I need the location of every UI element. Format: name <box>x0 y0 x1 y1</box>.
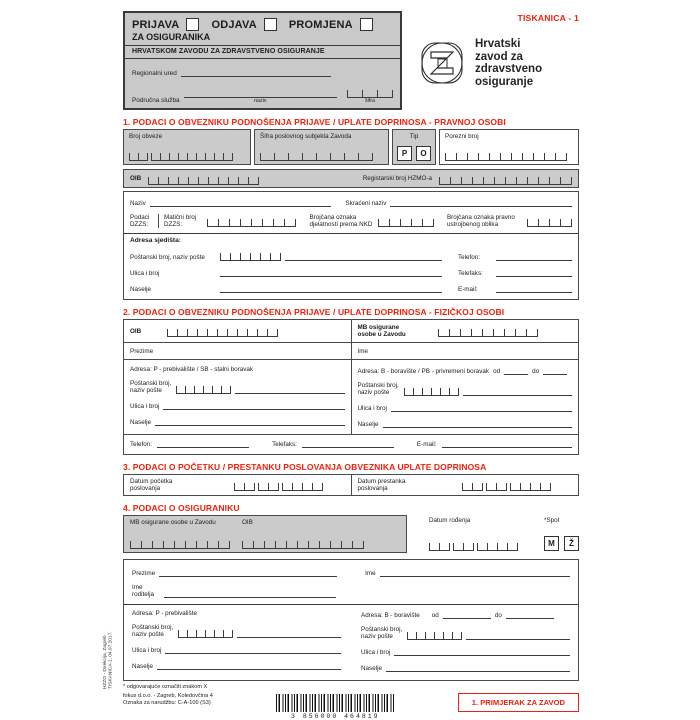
s4-oib-label: OIB <box>242 519 253 526</box>
s4-od-input[interactable] <box>443 610 491 619</box>
telefon-input[interactable] <box>496 252 572 261</box>
s4-ulica-label-p: Ulica i broj <box>132 647 162 654</box>
divider <box>124 233 578 234</box>
section2-contact-row <box>124 434 578 454</box>
spol-m-checkbox[interactable]: M <box>544 536 559 551</box>
telefon-label: Telefon: <box>458 254 481 261</box>
copy-label-badge: 1. PRIMJERAK ZA ZAVOD <box>458 693 579 712</box>
s2-email-label: E-mail: <box>416 441 437 448</box>
s4-postanski-comb-b[interactable] <box>407 628 462 640</box>
s2-oib-comb[interactable] <box>167 325 278 337</box>
s2-ulica-input-p[interactable] <box>163 401 344 410</box>
promjena-checkbox[interactable] <box>360 18 373 31</box>
regionalni-ured-input[interactable] <box>181 68 331 77</box>
s4-ulica-label-b: Ulica i broj <box>361 649 391 656</box>
s4-prezime-input[interactable] <box>159 568 337 577</box>
datum-pocetka-comb-gggg[interactable] <box>282 479 323 491</box>
section2-oib-row <box>124 320 578 343</box>
divider <box>125 45 400 46</box>
s2-adresa-b-label: Adresa: B - boravište / PB - privremeni boravak <box>357 368 490 375</box>
s2-postanski-label: Poštanski broj, naziv pošte <box>130 380 172 394</box>
s2-ulica-input-b[interactable] <box>391 403 572 412</box>
promjena-label: PROMJENA <box>288 18 353 31</box>
header-box <box>123 11 402 110</box>
sifra-subjekta-label: Šifra poslovnog subjekta Zavoda <box>260 133 352 140</box>
s2-naselje-input-b[interactable] <box>383 419 573 428</box>
naziv-hint: naziv <box>254 98 267 104</box>
s2-ulica-label-b: Ulica i broj <box>357 405 387 412</box>
tiskanica-label: TISKANICA - 1 <box>517 13 579 23</box>
tip-p-checkbox[interactable]: P <box>397 146 412 161</box>
datum-rodenja-comb-mm[interactable] <box>453 539 474 551</box>
s2-postanski-comb-b[interactable] <box>404 384 459 396</box>
broj-obveze-comb-2[interactable] <box>151 149 233 161</box>
s2-do-input[interactable] <box>543 366 567 375</box>
broj-obveze-box <box>123 129 251 165</box>
tip-o-checkbox[interactable]: O <box>416 146 431 161</box>
s4-prezime-label: Prezime <box>132 570 156 577</box>
pravno-oblik-comb[interactable] <box>527 215 572 227</box>
section2-box <box>123 319 579 455</box>
s2-ime-label: Ime <box>357 347 368 355</box>
naselje-label: Naselje <box>130 286 151 293</box>
datum-pocetka-comb-dd[interactable] <box>234 479 255 491</box>
adresa-sjedista-label: Adresa sjedišta: <box>130 237 181 244</box>
sifra-subjekta-comb[interactable] <box>260 149 373 161</box>
odjava-checkbox[interactable] <box>264 18 277 31</box>
maticni-broj-label: Matični broj DZZS: <box>164 214 197 228</box>
spol-z-checkbox[interactable]: Ž <box>564 536 579 551</box>
podrucna-sluzba-label: Područna služba <box>132 97 180 104</box>
s4-adresa-b-label: Adresa: B - boravište <box>361 612 420 619</box>
sifra-subjekta-box <box>254 129 389 165</box>
s4-mb-comb[interactable] <box>130 537 230 549</box>
s2-mb-label: MB osigurane osobe u Zavodu <box>357 324 406 338</box>
regionalni-ured-label: Regionalni ured <box>132 70 177 77</box>
s2-telefon-label: Telefon: <box>130 441 153 448</box>
logo-line-2: zavod za <box>475 50 523 63</box>
s2-telefaks-label: Telefaks: <box>272 441 297 448</box>
email-label: E-mail: <box>458 286 478 293</box>
section3-title: 3. PODACI O POČETKU / PRESTANKU POSLOVANJA OBVEZNIKA UPLATE DOPRINOSA <box>123 462 487 472</box>
s4-naselje-label-p: Naselje <box>132 663 153 670</box>
spol-label: *Spol <box>544 517 560 524</box>
s2-adresa-p-label: Adresa: P - prebivalište / SB - stalni boravak <box>130 366 254 373</box>
section1-title: 1. PODACI O OBVEZNIKU PODNOŠENJA PRIJAVE / UPLATE DOPRINOSA - PRAVNOJ OSOBI <box>123 117 506 127</box>
email-input[interactable] <box>496 284 572 293</box>
s2-naselje-label-b: Naselje <box>357 421 379 428</box>
s4-do-label: do <box>494 612 502 619</box>
datum-rodenja-comb-gggg[interactable] <box>477 539 518 551</box>
s4-postanski-label-p: Poštanski broj, naziv pošte <box>132 624 174 638</box>
s2-oib-label: OIB <box>130 327 142 335</box>
skraceni-naziv-input[interactable] <box>390 198 572 207</box>
sifra-hint: šifra <box>364 98 375 104</box>
s4-postanski-label-b: Poštanski broj, naziv pošte <box>361 626 403 640</box>
printer-line-2: Oznaka za narudžbu: C-A-100 (S3) <box>123 699 211 706</box>
postanski-broj-comb[interactable] <box>220 249 281 261</box>
s4-ulica-input-b[interactable] <box>394 647 570 656</box>
nkd-label: Brojčana oznaka djelatnosti prema NKD <box>309 214 373 228</box>
logo-line-1: Hrvatski <box>475 38 521 50</box>
maticni-broj-comb[interactable] <box>207 215 296 227</box>
datum-rodenja-label: Datum rođenja <box>429 517 471 524</box>
nkd-comb[interactable] <box>378 215 434 227</box>
porezni-broj-comb[interactable] <box>445 149 567 161</box>
telefaks-input[interactable] <box>496 268 572 277</box>
porezni-broj-label: Porezni broj <box>445 133 479 140</box>
s4-postanski-comb-p[interactable] <box>178 626 233 638</box>
section4-top-row <box>123 515 579 553</box>
broj-obveze-comb-1[interactable] <box>129 149 148 161</box>
section1-top-row <box>123 129 579 165</box>
naziv-poste-input[interactable] <box>285 252 442 261</box>
s4-ime-label: Ime <box>365 570 376 577</box>
s4-naziv-poste-input-b[interactable] <box>466 631 570 640</box>
side-note-line-2: TISKANICA-1, 04.07.2017. <box>108 631 114 689</box>
porezni-broj-box <box>439 129 579 165</box>
section2-name-row <box>124 343 578 360</box>
s2-mb-comb[interactable] <box>438 325 538 337</box>
skraceni-naziv-label: Skraćeni naziv <box>345 200 387 207</box>
datum-prestanka-label: Datum prestanka poslovanja <box>357 478 406 492</box>
s4-gray-box <box>123 515 407 553</box>
section2-address-block <box>124 360 578 434</box>
printer-line-1: fokus d.o.o. - Zagreb, Koledovčina 4 <box>123 693 213 699</box>
section2-title: 2. PODACI O OBVEZNIKU PODNOŠENJA PRIJAVE / UPLATE DOPRINOSA - FIZIČKOJ OSOBI <box>123 307 505 317</box>
s2-prezime-label: Prezime <box>130 347 154 355</box>
s2-email-input[interactable] <box>442 439 572 448</box>
s2-naselje-label-p: Naselje <box>130 419 151 426</box>
s2-telefaks-input[interactable] <box>302 439 394 448</box>
s2-naselje-input-p[interactable] <box>155 417 345 426</box>
datum-prestanka-comb-dd[interactable] <box>462 479 483 491</box>
datum-prestanka-comb-mm[interactable] <box>486 479 507 491</box>
ulica-input[interactable] <box>220 268 442 277</box>
reg-broj-hzmo-label: Registarski broj HZMO-a <box>362 175 432 182</box>
tip-label: Tip <box>409 133 419 140</box>
odjava-label: ODJAVA <box>211 18 257 31</box>
divider <box>125 58 400 59</box>
s4-ime-roditelja-input[interactable] <box>164 589 336 598</box>
barcode-stripes <box>276 694 394 712</box>
naselje-input[interactable] <box>220 284 442 293</box>
s2-naziv-poste-input-p[interactable] <box>235 385 345 394</box>
side-note <box>103 584 114 689</box>
s2-postanski-comb-p[interactable] <box>176 382 231 394</box>
oib-label: OIB <box>130 175 142 182</box>
form-page <box>123 11 579 720</box>
form-header <box>123 11 579 110</box>
oib-comb[interactable] <box>148 173 259 185</box>
datum-pocetka-comb-mm[interactable] <box>258 479 279 491</box>
s4-naselje-input-p[interactable] <box>157 661 341 670</box>
s2-naziv-poste-input-b[interactable] <box>463 387 573 396</box>
s2-postanski-label-b: Poštanski broj, naziv pošte <box>357 382 399 396</box>
footnote: * odgovarajuće označiti znakom X <box>123 684 208 690</box>
logo-line-3: zdravstveno <box>475 63 543 75</box>
section1-detail-box <box>123 191 579 300</box>
s2-od-label: od <box>493 368 501 375</box>
section4-detail-box <box>123 559 579 681</box>
pravno-oblik-label: Brojčana oznaka pravno ustrojbenog oblika <box>446 214 515 228</box>
section4-title: 4. PODACI O OSIGURANIKU <box>123 503 240 513</box>
addressee-label: HRVATSKOM ZAVODU ZA ZDRAVSTVENO OSIGURANJE <box>132 48 325 55</box>
s4-ulica-input-p[interactable] <box>165 645 341 654</box>
naziv-input[interactable] <box>150 198 332 207</box>
hzzo-logo <box>418 38 579 88</box>
postanski-broj-label: Poštanski broj, naziv pošte <box>130 254 205 261</box>
s4-naselje-input-b[interactable] <box>386 663 570 672</box>
form-footer <box>123 693 579 720</box>
barcode <box>276 694 394 720</box>
header-title-row <box>132 18 393 31</box>
prijava-checkbox[interactable] <box>186 18 199 31</box>
s4-ime-roditelja-label: Ime roditelja <box>132 584 155 598</box>
reg-broj-hzmo-comb[interactable] <box>439 173 572 185</box>
za-osiguranika-label: ZA OSIGURANIKA <box>132 32 211 42</box>
datum-prestanka-comb-gggg[interactable] <box>510 479 551 491</box>
s4-ime-input[interactable] <box>380 568 570 577</box>
section3-box <box>123 474 579 496</box>
prijava-label: PRIJAVA <box>132 18 180 31</box>
s4-naselje-label-b: Naselje <box>361 665 382 672</box>
s4-mb-label: MB osigurane osobe u Zavodu <box>130 519 216 526</box>
logo-line-4: osiguranje <box>475 75 534 88</box>
datum-pocetka-label: Datum početka poslovanja <box>130 478 173 492</box>
ulica-label: Ulica i broj <box>130 270 160 277</box>
podaci-dzzs-label: Podaci DZZS: <box>130 214 159 228</box>
sifra-comb-field[interactable] <box>347 86 393 98</box>
broj-obveze-label: Broj obveze <box>129 133 163 140</box>
hzzo-logo-icon <box>418 39 466 87</box>
s2-ulica-label-p: Ulica i broj <box>130 403 160 410</box>
section1-oib-row <box>123 169 579 188</box>
s2-do-label: do <box>532 368 540 375</box>
hzzo-logo-text <box>475 38 542 88</box>
side-note-line-1: HZZO - Direkcija, Zagreb <box>103 635 108 689</box>
s4-do-input[interactable] <box>506 610 554 619</box>
telefaks-label: Telefaks: <box>458 270 483 277</box>
tip-box <box>392 129 436 165</box>
s4-od-label: od <box>431 612 439 619</box>
header-right <box>402 11 579 110</box>
barcode-number: 3 856000 464819 <box>291 713 380 720</box>
s4-adresa-p-label: Adresa: P - prebivalište <box>132 610 197 617</box>
s4-oib-comb[interactable] <box>242 537 364 549</box>
s4-naziv-poste-input-p[interactable] <box>237 629 341 638</box>
naziv-label: Naziv <box>130 200 146 207</box>
s2-od-input[interactable] <box>504 366 528 375</box>
datum-rodenja-comb-dd[interactable] <box>429 539 450 551</box>
s2-telefon-input[interactable] <box>157 439 249 448</box>
